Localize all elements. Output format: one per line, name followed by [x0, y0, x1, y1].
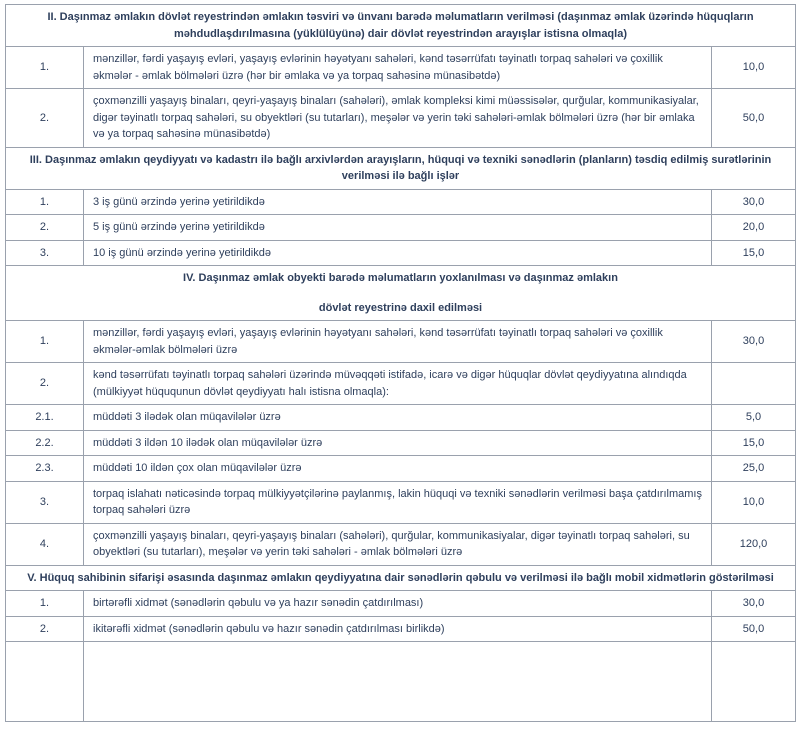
- section-header-row: [6, 565, 796, 591]
- row-number-cell: 2.3.: [6, 456, 84, 482]
- section-header-line: dövlət reyestrinə daxil edilməsi: [318, 301, 483, 314]
- row-description-cell: kənd təsərrüfatı təyinatlı torpaq sahələri üzərində müvəqqəti istifadə, icarə və digər hüquqlar dövlət qeydiyyatına alındıqda (mülkiyyət hüququnun dövlət qeydiyyatı halı istisna olmaqla):: [84, 363, 712, 405]
- row-value-cell: 15,0: [712, 240, 796, 266]
- row-description-cell: mənzillər, fərdi yaşayış evləri, yaşayış evlərinin həyətyanı sahələri, kənd təsərrüfatı təyinatlı torpaq sahələri və çoxillik əkmələr - əmlak bölmələri üzrə (hər bir əmlaka və ya torpaq sahəsinə münasibətdə): [84, 47, 712, 89]
- table-row: [6, 215, 796, 241]
- table-row: [6, 616, 796, 642]
- section-header-row: [6, 5, 796, 47]
- table-row: [6, 363, 796, 405]
- row-value-cell: 25,0: [712, 456, 796, 482]
- row-number-cell: 2.: [6, 363, 84, 405]
- row-number-cell: 1.: [6, 321, 84, 363]
- row-number-cell: 3.: [6, 481, 84, 523]
- row-value-cell: 50,0: [712, 616, 796, 642]
- row-description-cell: müddəti 3 ilədək olan müqavilələr üzrə: [84, 405, 712, 431]
- section-header-row: [6, 147, 796, 189]
- row-description-cell: 10 iş günü ərzində yerinə yetirildikdə: [84, 240, 712, 266]
- row-value-cell: 30,0: [712, 189, 796, 215]
- row-number-cell: 1.: [6, 189, 84, 215]
- row-description-cell: ikitərəfli xidmət (sənədlərin qəbulu və hazır sənədin çatdırılması birlikdə): [84, 616, 712, 642]
- row-number-cell: 2.: [6, 215, 84, 241]
- section-header-line: IV. Daşınmaz əmlak obyekti barədə məlumatların yoxlanılması və daşınmaz əmlakın: [183, 272, 618, 284]
- section-header-cell: [6, 147, 796, 189]
- table-row: [6, 591, 796, 617]
- row-value-cell: 5,0: [712, 405, 796, 431]
- row-value-cell: 15,0: [712, 430, 796, 456]
- section-header-cell: [6, 5, 796, 47]
- row-value-cell: 120,0: [712, 523, 796, 565]
- row-number-cell: 2.: [6, 89, 84, 148]
- tariff-table-body: [6, 5, 796, 722]
- row-number-cell: 3.: [6, 240, 84, 266]
- row-number-cell: 2.: [6, 616, 84, 642]
- row-value-cell: 10,0: [712, 481, 796, 523]
- section-header-cell: [6, 266, 796, 321]
- row-description-cell: çoxmənzilli yaşayış binaları, qeyri-yaşayış binaları (sahələri), əmlak kompleksi kimi müəssisələr, qurğular, kommunikasiyalar, digər təyinatlı torpaq sahələri, su obyektləri (su tutarları), meşələr və yerin təki sahələri-əmlak bölmələri üzrə (hər bir əmlaka və ya torpaq sahəsinə münasibətdə): [84, 89, 712, 148]
- row-description-cell: müddəti 10 ildən çox olan müqavilələr üzrə: [84, 456, 712, 482]
- row-value-cell: 30,0: [712, 321, 796, 363]
- table-row: [6, 321, 796, 363]
- table-row: [6, 523, 796, 565]
- row-number-cell: 1.: [6, 591, 84, 617]
- row-value-cell: [712, 363, 796, 405]
- row-number-cell: 4.: [6, 523, 84, 565]
- table-row: [6, 430, 796, 456]
- section-header-line: V. Hüquq sahibinin sifarişi əsasında daşınmaz əmlakın qeydiyyatına dair sənədlərin qəbulu və verilməsi ilə bağlı mobil xidmətlərin göstərilməsi: [27, 571, 774, 584]
- row-description-cell: [84, 642, 712, 722]
- row-number-cell: [6, 642, 84, 722]
- row-value-cell: 30,0: [712, 591, 796, 617]
- row-description-cell: müddəti 3 ildən 10 ilədək olan müqavilələr üzrə: [84, 430, 712, 456]
- row-description-cell: çoxmənzilli yaşayış binaları, qeyri-yaşayış binaları (sahələri), qurğular, kommunikasiyalar, digər təyinatlı torpaq sahələri, su obyektləri (su tutarları), meşələr və yerin təki sahələri - əmlak bölmələri üzrə: [84, 523, 712, 565]
- row-value-cell: [712, 642, 796, 722]
- section-header-line: II. Daşınmaz əmlakın dövlət reyestrindən əmlakın təsviri və ünvanı barədə məlumatların verilməsi (daşınmaz əmlak üzərində hüquqların məhdudlaşdırılmasına (yüklülüyünə) dair dövlət reyestrindən arayışlar istisna olmaqla): [47, 11, 754, 40]
- section-header-line: III. Daşınmaz əmlakın qeydiyyatı və kadastrı ilə bağlı arxivlərdən arayışların, hüquqi və texniki sənədlərin (planların) təsdiq edilmiş surətlərinin verilməsi ilə bağlı işlər: [29, 153, 772, 182]
- row-value-cell: 10,0: [712, 47, 796, 89]
- row-value-cell: 50,0: [712, 89, 796, 148]
- table-row: [6, 240, 796, 266]
- row-description-cell: torpaq islahatı nəticəsində torpaq mülkiyyətçilərinə paylanmış, lakin hüquqi və texniki sənədlərin verilməsi başa çatdırılmamış torpaq sahələri üzrə: [84, 481, 712, 523]
- table-row: [6, 456, 796, 482]
- table-row: [6, 405, 796, 431]
- row-number-cell: 2.1.: [6, 405, 84, 431]
- row-number-cell: 1.: [6, 47, 84, 89]
- row-description-cell: mənzillər, fərdi yaşayış evləri, yaşayış evlərinin həyətyanı sahələri, kənd təsərrüfatı təyinatlı torpaq sahələri və çoxillik əkmələr-əmlak bölmələri üzrə: [84, 321, 712, 363]
- table-row: [6, 189, 796, 215]
- table-row: [6, 47, 796, 89]
- row-description-cell: 3 iş günü ərzində yerinə yetirildikdə: [84, 189, 712, 215]
- section-header-cell: [6, 565, 796, 591]
- row-value-cell: 20,0: [712, 215, 796, 241]
- row-description-cell: 5 iş günü ərzində yerinə yetirildikdə: [84, 215, 712, 241]
- row-number-cell: 2.2.: [6, 430, 84, 456]
- table-row-partial: [6, 642, 796, 722]
- row-description-cell: birtərəfli xidmət (sənədlərin qəbulu və ya hazır sənədin çatdırılması): [84, 591, 712, 617]
- table-row: [6, 481, 796, 523]
- tariff-table: [5, 4, 796, 722]
- section-header-row: [6, 266, 796, 321]
- table-row: [6, 89, 796, 148]
